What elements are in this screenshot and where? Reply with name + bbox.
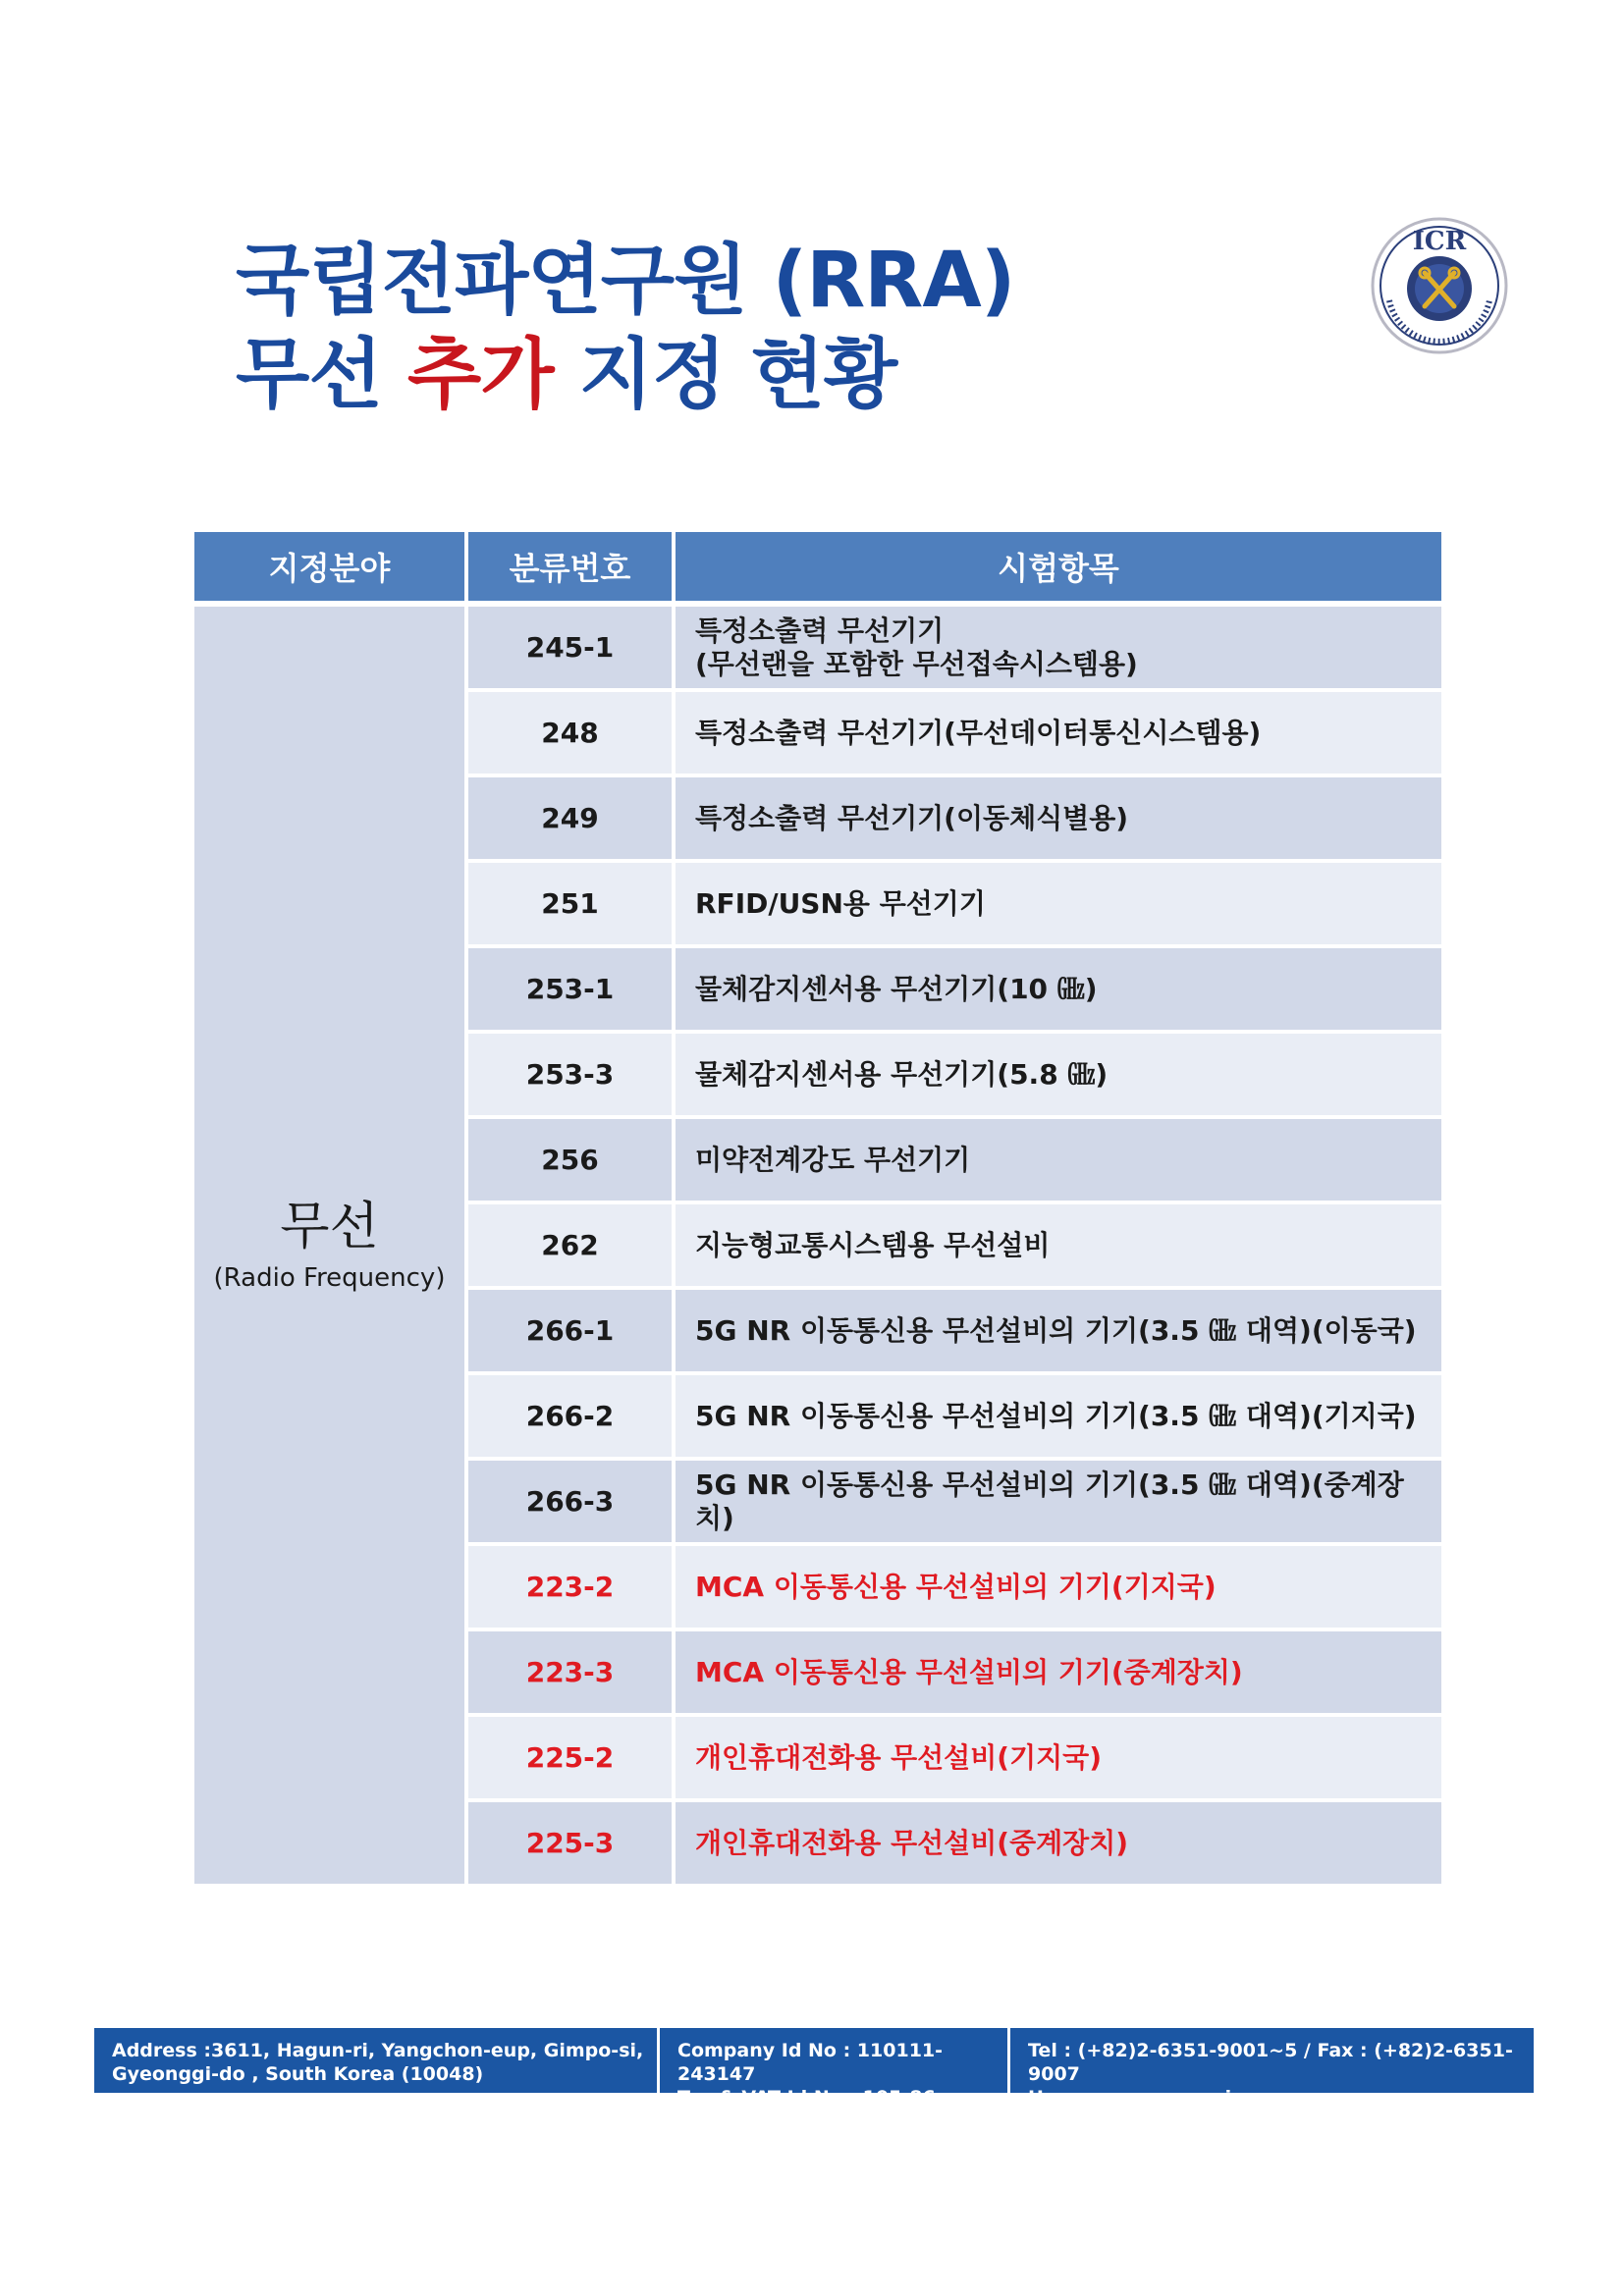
title-accent: 추가	[406, 331, 554, 419]
title-line-2-part1: 무선	[236, 331, 407, 419]
row-number: 251	[468, 863, 676, 948]
header-field: 지정분야	[194, 532, 468, 607]
row-number: 253-3	[468, 1034, 676, 1119]
row-number: 245-1	[468, 607, 676, 692]
row-item-line-2: (무선랜을 포함한 무선접속시스템용)	[695, 647, 1138, 680]
row-item: MCA 이동통신용 무선설비의 기기(기지국)	[676, 1546, 1441, 1631]
title-line-2-part3: 지정 현황	[553, 331, 897, 419]
row-number: 225-2	[468, 1717, 676, 1802]
field-main-label: 무선	[280, 1197, 379, 1256]
logo-text: ICR	[1412, 227, 1467, 256]
row-item: 5G NR 이동통신용 무선설비의 기기(3.5 ㎓ 대역)(기지국)	[676, 1375, 1441, 1461]
footer-address-line-2: Gyeonggi-do , South Korea (10048)	[112, 2063, 484, 2085]
row-item: 지능형교통시스템용 무선설비	[676, 1204, 1441, 1290]
row-item: 5G NR 이동통신용 무선설비의 기기(3.5 ㎓ 대역)(이동국)	[676, 1290, 1441, 1375]
row-number: 266-1	[468, 1290, 676, 1375]
row-item: 미약전계강도 무선기기	[676, 1119, 1441, 1204]
crossed-keys-seal-icon	[1370, 216, 1509, 355]
footer-company	[660, 2028, 1010, 2132]
footer-address	[94, 2028, 660, 2093]
title-line-2	[236, 328, 1014, 422]
table-header-row	[194, 532, 1441, 607]
row-item: 5G NR 이동통신용 무선설비의 기기(3.5 ㎓ 대역)(중계장치)	[676, 1461, 1441, 1546]
page-title	[236, 234, 1014, 422]
row-item: RFID/USN용 무선기기	[676, 863, 1441, 948]
row-number: 253-1	[468, 948, 676, 1034]
title-line-1: 국립전파연구원 (RRA)	[236, 237, 1015, 325]
footer-homepage[interactable]: Home page : www.icrqa.com	[1028, 2087, 1328, 2109]
row-item: 개인휴대전화용 무선설비(중계장치)	[676, 1802, 1441, 1888]
row-item: 개인휴대전화용 무선설비(기지국)	[676, 1717, 1441, 1802]
row-number: 248	[468, 692, 676, 777]
row-item: 특정소출력 무선기기(무선데이터통신시스템용)	[676, 692, 1441, 777]
footer-company-line-2: Tax & VAT Id No : 105-86-35114	[677, 2087, 944, 2132]
page-footer	[94, 2028, 1534, 2132]
table-row	[194, 607, 1441, 692]
row-number: 266-2	[468, 1375, 676, 1461]
row-number: 266-3	[468, 1461, 676, 1546]
row-number: 249	[468, 777, 676, 863]
footer-contact	[1010, 2028, 1534, 2109]
designation-table	[194, 532, 1441, 1888]
field-cell	[194, 607, 468, 1888]
row-item	[676, 607, 1441, 692]
footer-address-line-1: Address :3611, Hagun-ri, Yangchon-eup, Gimpo-si,	[112, 2040, 644, 2061]
field-sub-label: (Radio Frequency)	[213, 1262, 446, 1293]
row-number: 223-3	[468, 1631, 676, 1717]
row-number: 256	[468, 1119, 676, 1204]
header-number: 분류번호	[468, 532, 676, 607]
row-item: 물체감지센서용 무선기기(5.8 ㎓)	[676, 1034, 1441, 1119]
row-item-line-1: 특정소출력 무선기기	[695, 614, 945, 647]
row-number: 223-2	[468, 1546, 676, 1631]
row-item: 물체감지센서용 무선기기(10 ㎓)	[676, 948, 1441, 1034]
row-number: 225-3	[468, 1802, 676, 1888]
footer-company-line-1: Company Id No : 110111-243147	[677, 2040, 944, 2085]
row-item: 특정소출력 무선기기(이동체식별용)	[676, 777, 1441, 863]
row-number: 262	[468, 1204, 676, 1290]
row-item: MCA 이동통신용 무선설비의 기기(중계장치)	[676, 1631, 1441, 1717]
header-test-item: 시험항목	[676, 532, 1441, 607]
footer-contact-line-1: Tel : (+82)2-6351-9001~5 / Fax : (+82)2-6351-9007	[1028, 2040, 1513, 2085]
